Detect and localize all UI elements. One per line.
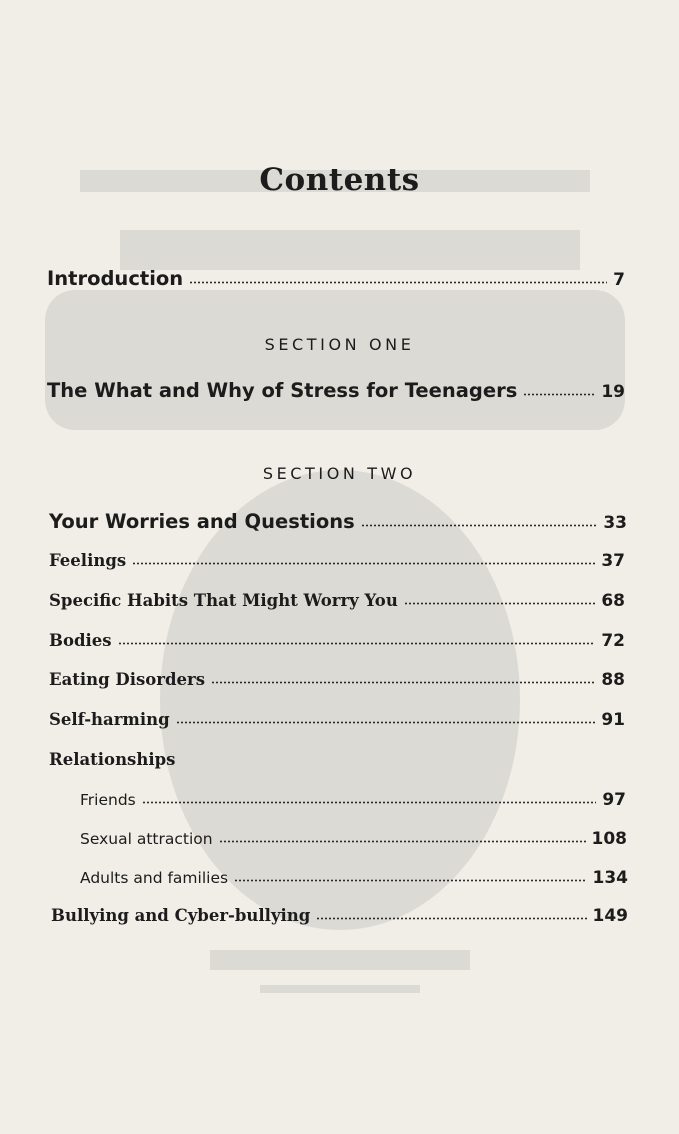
dot-leader	[404, 602, 596, 605]
toc-entry-eating-disorders	[49, 670, 625, 690]
dot-leader	[316, 917, 586, 920]
toc-page-number: 91	[601, 710, 625, 730]
toc-page-number: 149	[592, 906, 628, 926]
toc-entry-label: Adults and families	[80, 869, 229, 887]
toc-entry-self-harming	[49, 710, 625, 730]
toc-entry-sexual-attraction	[80, 829, 627, 849]
toc-entry-label: Introduction	[47, 267, 184, 290]
toc-page-number: 134	[592, 868, 628, 888]
toc-entry-friends	[80, 790, 626, 810]
toc-entry-label: Feelings	[49, 551, 127, 570]
dot-leader	[132, 562, 595, 565]
section-heading: SECTION ONE	[264, 335, 415, 354]
toc-page-number: 7	[613, 270, 625, 290]
dot-leader	[523, 393, 595, 396]
dot-leader	[142, 801, 597, 804]
toc-entry-worries	[49, 510, 627, 533]
toc-entry-habits	[49, 591, 625, 611]
dot-leader	[176, 721, 596, 724]
toc-page-number: 33	[603, 513, 627, 533]
toc-page-number: 37	[601, 551, 625, 571]
dot-leader	[211, 681, 595, 684]
toc-entry-bullying	[51, 906, 628, 926]
toc-entry-label: Sexual attraction	[80, 830, 213, 848]
toc-entry-what-and-why	[47, 379, 625, 402]
toc-entry-bodies	[49, 631, 625, 651]
toc-entry-label: Your Worries and Questions	[49, 510, 355, 533]
toc-page-number: 68	[601, 591, 625, 611]
toc-entry-label: Bullying and Cyber-bullying	[51, 906, 311, 925]
toc-entry-relationships: Relationships	[49, 750, 176, 769]
toc-entry-label: The What and Why of Stress for Teenagers	[47, 379, 518, 402]
toc-page-number: 88	[601, 670, 625, 690]
toc-page-number: 19	[601, 382, 625, 402]
toc-entry-label: Friends	[80, 791, 136, 809]
toc-entry-label: Eating Disorders	[49, 670, 206, 689]
page-title: Contents	[259, 162, 420, 198]
dot-leader	[189, 281, 607, 284]
toc-entry-label: Self-harming	[49, 710, 170, 729]
section-heading: SECTION TWO	[262, 464, 417, 483]
toc-entry-label: Bodies	[49, 631, 112, 650]
toc-page-number: 97	[602, 790, 626, 810]
toc-entry-label: Specific Habits That Might Worry You	[49, 591, 398, 610]
dot-leader	[118, 642, 596, 645]
dot-leader	[219, 840, 586, 843]
dot-leader	[234, 879, 586, 882]
toc-page-number: 72	[601, 631, 625, 651]
toc-entry-adults-families	[80, 868, 628, 888]
toc-entry-feelings	[49, 551, 625, 571]
toc-page-number: 108	[591, 829, 627, 849]
toc-entry-introduction	[47, 267, 625, 290]
dot-leader	[361, 524, 598, 527]
